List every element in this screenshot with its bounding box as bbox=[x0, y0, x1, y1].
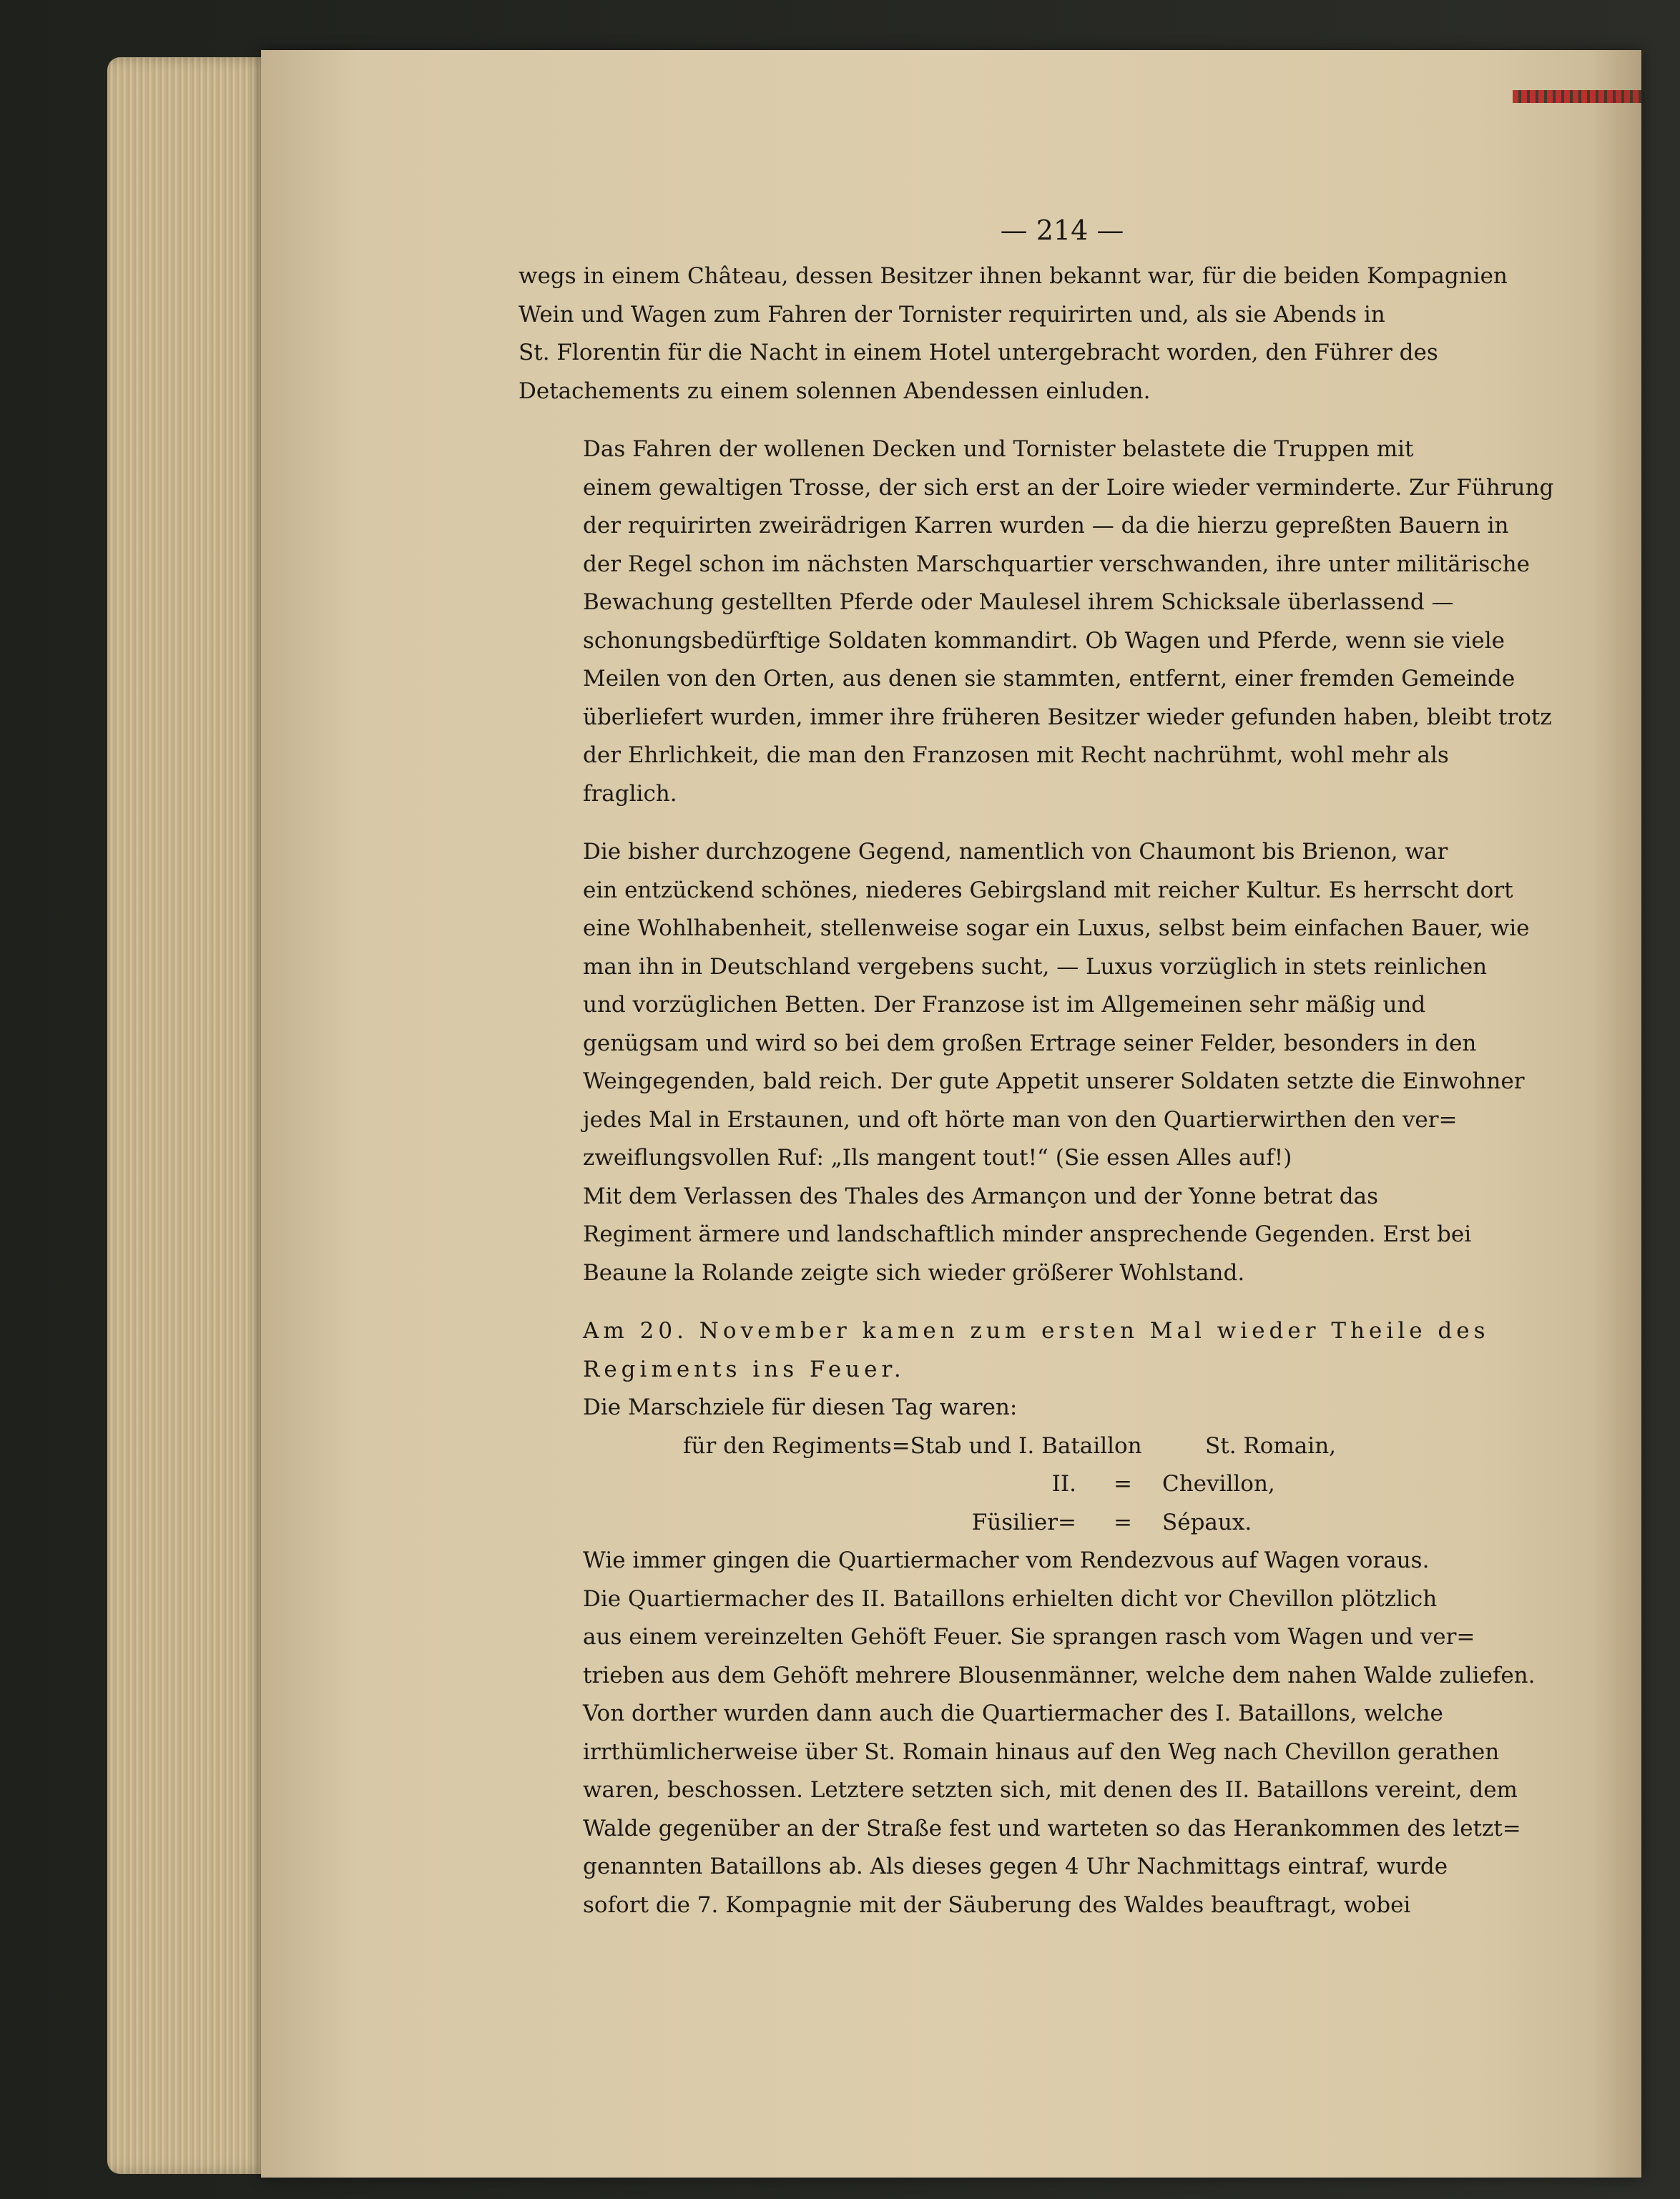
text-line: ein entzückend schönes, niederes Gebirgsland mit reicher Kultur. Es herrscht dort bbox=[583, 877, 1513, 903]
text-line: Detachements zu einem solennen Abendessen einluden. bbox=[519, 378, 1151, 404]
text-line: genannten Bataillons ab. Als dieses gegen 4 Uhr Nachmittags eintraf, wurde bbox=[583, 1854, 1448, 1879]
ditto-mark: = bbox=[1114, 1471, 1132, 1497]
text-line: der requirirten zweirädrigen Karren wurden — da die hierzu gepreßten Bauern in bbox=[583, 513, 1509, 538]
march-destinations-table bbox=[519, 1427, 1559, 1543]
paragraph-1 bbox=[519, 257, 1559, 410]
text-line: Regiment ärmere und landschaftlich minder ansprechende Gegenden. Erst bei bbox=[583, 1221, 1472, 1247]
text-line: zweiflungsvollen Ruf: „Ils mangent tout!“ (Sie essen Alles auf!) bbox=[583, 1145, 1292, 1171]
text-line: schonungsbedürftige Soldaten kommandirt. Ob Wagen und Pferde, wenn sie viele bbox=[583, 627, 1505, 654]
text-line: man ihn in Deutschland vergebens sucht, — Luxus vorzüglich in stets reinlichen bbox=[583, 953, 1488, 980]
text-line: aus einem vereinzelten Gehöft Feuer. Sie sprangen rasch vom Wagen und ver= bbox=[583, 1624, 1475, 1650]
paragraph-7 bbox=[519, 1542, 1559, 1924]
paragraph-5 bbox=[519, 1312, 1559, 1389]
text-line: trieben aus dem Gehöft mehrere Blousenmänner, welche dem nahen Walde zuliefen. bbox=[583, 1662, 1536, 1688]
text-line: irrthümlicherweise über St. Romain hinaus auf den Weg nach Chevillon gerathen bbox=[583, 1738, 1500, 1765]
text-line: Von dorther wurden dann auch die Quartiermacher des I. Bataillons, welche bbox=[583, 1701, 1443, 1726]
page-shadow bbox=[1591, 50, 1641, 2178]
march-row bbox=[519, 1427, 1559, 1466]
text-line: waren, beschossen. Letztere setzten sich, mit denen des II. Bataillons vereint, dem bbox=[583, 1777, 1518, 1803]
paragraph-6 bbox=[519, 1389, 1559, 1427]
text-line: Die bisher durchzogene Gegend, namentlich von Chaumont bis Brienon, war bbox=[583, 839, 1448, 865]
paragraph-4 bbox=[519, 1178, 1559, 1293]
paragraph-2 bbox=[519, 431, 1559, 813]
march-unit: II. bbox=[1051, 1471, 1076, 1497]
march-place: Chevillon, bbox=[1162, 1471, 1275, 1497]
text-line: Meilen von den Orten, aus denen sie stammten, entfernt, einer fremden Gemeinde bbox=[583, 666, 1516, 692]
march-row bbox=[519, 1504, 1559, 1543]
text-line: Regiments ins Feuer. bbox=[583, 1356, 905, 1382]
march-unit: für den Regiments=Stab und I. Bataillon bbox=[683, 1432, 1142, 1459]
text-line: der Ehrlichkeit, die man den Franzosen mit Recht nachrühmt, wohl mehr als bbox=[583, 742, 1449, 768]
text-line: Wie immer gingen die Quartiermacher vom Rendezvous auf Wagen voraus. bbox=[583, 1548, 1430, 1573]
text-line: Das Fahren der wollenen Decken und Tornister belastete die Truppen mit bbox=[583, 436, 1414, 462]
page-number: — 214 — bbox=[1000, 215, 1124, 246]
march-unit: Füsilier= bbox=[971, 1509, 1076, 1535]
page-text bbox=[519, 215, 1559, 1924]
march-place: Sépaux. bbox=[1162, 1509, 1252, 1535]
text-line: St. Florentin für die Nacht in einem Hotel untergebracht worden, den Führer des bbox=[519, 340, 1438, 365]
text-line: fraglich. bbox=[583, 780, 677, 807]
paragraph-3 bbox=[519, 833, 1559, 1178]
text-line: Beaune la Rolande zeigte sich wieder größerer Wohlstand. bbox=[583, 1259, 1245, 1286]
march-place: St. Romain, bbox=[1205, 1432, 1337, 1459]
text-line: Die Quartiermacher des II. Bataillons erhielten dicht vor Chevillon plötzlich bbox=[583, 1585, 1438, 1612]
book-page-edges bbox=[107, 57, 272, 2174]
text-line: Bewachung gestellten Pferde oder Maulesel ihrem Schicksale überlassend — bbox=[583, 589, 1454, 615]
text-line: Walde gegenüber an der Straße fest und warteten so das Herankommen des letzt= bbox=[583, 1815, 1521, 1841]
text-line: wegs in einem Château, dessen Besitzer ihnen bekannt war, für die beiden Kompagnien bbox=[519, 263, 1508, 289]
text-line: genügsam und wird so bei dem großen Ertrage seiner Felder, besonders in den bbox=[583, 1030, 1477, 1056]
text-line: Wein und Wagen zum Fahren der Tornister requirirten und, als sie Abends in bbox=[519, 301, 1385, 328]
text-line: und vorzüglichen Betten. Der Franzose ist im Allgemeinen sehr mäßig und bbox=[583, 992, 1426, 1018]
ditto-mark: = bbox=[1114, 1509, 1132, 1535]
text-line: jedes Mal in Erstaunen, und oft hörte man von den Quartierwirthen den ver= bbox=[583, 1106, 1458, 1133]
march-row bbox=[519, 1465, 1559, 1504]
text-line: einem gewaltigen Trosse, der sich erst an der Loire wieder verminderte. Zur Führung bbox=[583, 474, 1554, 501]
text-line: überliefert wurden, immer ihre früheren Besitzer wieder gefunden haben, bleibt trotz bbox=[583, 704, 1552, 730]
text-line: eine Wohlhabenheit, stellenweise sogar ein Luxus, selbst beim einfachen Bauer, wie bbox=[583, 915, 1530, 941]
text-line: sofort die 7. Kompagnie mit der Säuberung des Waldes beauftragt, wobei bbox=[583, 1891, 1411, 1918]
text-line: Weingegenden, bald reich. Der gute Appetit unserer Soldaten setzte die Einwohner bbox=[583, 1068, 1525, 1094]
text-line: Mit dem Verlassen des Thales des Armançon und der Yonne betrat das bbox=[583, 1183, 1378, 1209]
text-line: Am 20. November kamen zum ersten Mal wieder Theile des bbox=[583, 1318, 1490, 1344]
text-line: der Regel schon im nächsten Marschquartier verschwanden, ihre unter militärische bbox=[583, 551, 1530, 577]
text-line: Die Marschziele für diesen Tag waren: bbox=[583, 1394, 1018, 1420]
